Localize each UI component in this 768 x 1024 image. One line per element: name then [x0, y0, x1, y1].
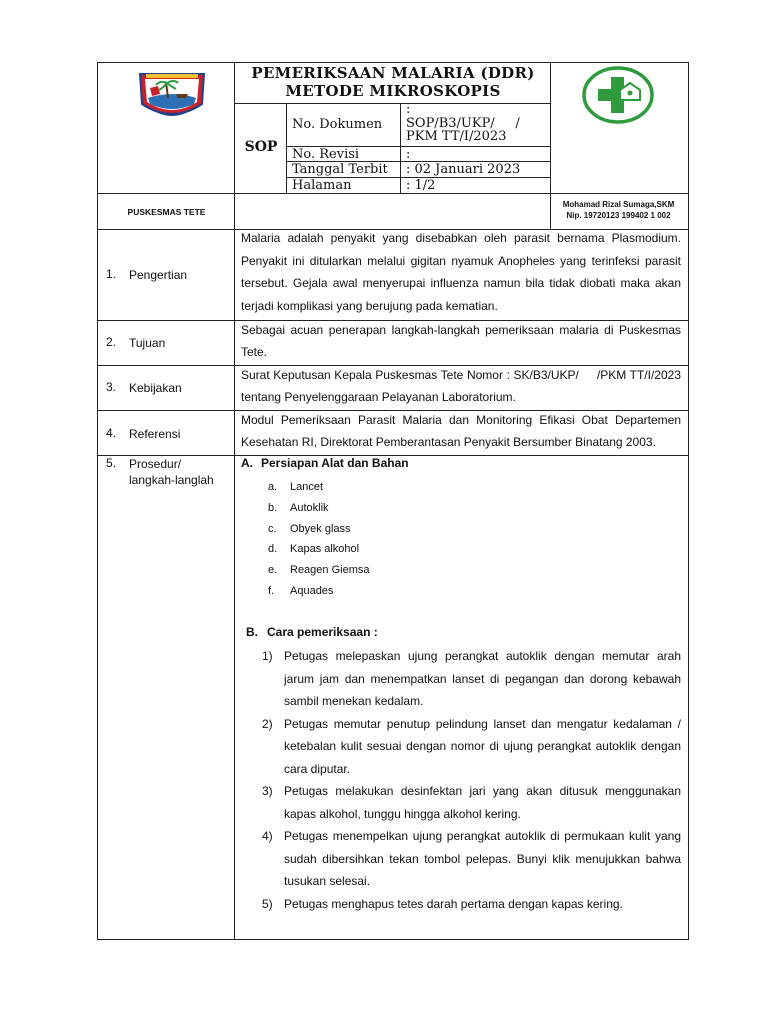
section-a-heading [241, 456, 409, 470]
document-title [236, 64, 550, 100]
list-item [268, 519, 370, 540]
list-item [268, 539, 370, 560]
list-text: Lancet [290, 481, 324, 493]
signer-name: Mohamad Rizal Sumaga,SKM [562, 200, 675, 209]
row-label-prosedur [129, 456, 214, 488]
field-label-halaman: Halaman [292, 178, 352, 193]
list-text: Obyek glass [290, 522, 351, 535]
row-number: 2. [106, 335, 117, 349]
step-number: 4) [262, 829, 273, 843]
list-letter: d. [268, 543, 278, 556]
list-letter: b. [268, 501, 278, 514]
list-text: Reagen Giemsa [290, 564, 370, 577]
step-item [262, 645, 681, 713]
step-text: Petugas melakukan desinfektan jari yang akan ditusuk menggunakan kapas alkohol, tunggu hingga alkohol kering. [284, 784, 681, 821]
field-value-halaman: : 1/2 [406, 178, 436, 193]
step-item [262, 825, 681, 893]
row-label-line: Prosedur/ [129, 457, 182, 471]
field-label-no-dokumen: No. Dokumen [292, 117, 383, 132]
step-text: Petugas melepaskan ujung perangkat autoklik dengan memutar arah jarum jam dan menempatkan lanset di pegangan dan dorong kebawah sambil menekan kedalam. [284, 649, 681, 708]
row-number: 4. [106, 426, 117, 440]
row-label-line: langkah-langlah [129, 473, 214, 487]
field-label-no-revisi: No. Revisi [292, 147, 360, 162]
list-item [268, 498, 370, 519]
row-number: 3. [106, 380, 117, 394]
cara-pemeriksaan-steps [262, 645, 681, 915]
referensi-text: Modul Pemeriksaan Parasit Malaria dan Monitoring Efikasi Obat Departemen Kesehatan RI, Direktorat Pemberantasan Penyakit Bersumber Binatang 2003. [241, 413, 681, 449]
step-number: 2) [262, 716, 273, 731]
alat-bahan-list [268, 477, 370, 602]
list-text: Kapas alkohol [290, 543, 360, 556]
row-number: 1. [106, 267, 117, 281]
field-value-line: PKM TT/I/2023 [406, 129, 507, 144]
field-value-no-dokumen [406, 103, 520, 144]
row-label-pengertian: Pengertian [129, 268, 188, 282]
sop-label: SOP [244, 139, 278, 155]
list-item [268, 477, 370, 498]
field-value-line: : [406, 102, 411, 117]
row-label-referensi: Referensi [129, 427, 181, 441]
row-label-tujuan: Tujuan [129, 336, 166, 350]
list-item [268, 560, 370, 581]
field-label-tanggal-terbit: Tanggal Terbit [292, 162, 388, 177]
step-number: 3) [262, 784, 273, 798]
row-label-kebijakan: Kebijakan [129, 381, 182, 395]
list-letter: a. [268, 481, 278, 493]
list-text: Autoklik [290, 501, 329, 514]
step-text: Petugas memutar penutup pelindung lanset dan mengatur kedalaman / ketebalan kulit sesuai dengan nomor di ujung perangkat autoklik dengan cara diputar. [284, 716, 681, 776]
kebijakan-text: Surat Keputusan Kepala Puskesmas Tete Nomor : SK/B3/UKP/ /PKM TT/I/2023 tentang Penyelenggaraan Pelayanan Laboratorium. [241, 368, 685, 404]
puskesmas-name: PUSKESMAS TETE [127, 207, 206, 217]
step-text: Petugas menghapus tetes darah pertama dengan kapas kering. [284, 896, 623, 911]
field-value-no-revisi: : [406, 147, 411, 162]
list-letter: e. [268, 564, 278, 577]
field-value-line: SOP/B3/UKP/ / [406, 115, 520, 131]
list-letter: c. [268, 522, 277, 535]
regional-seal-logo [136, 68, 208, 123]
puskesmas-logo [580, 66, 656, 124]
section-title: Persiapan Alat dan Bahan [261, 456, 409, 470]
step-text: Petugas menempelkan ujung perangkat autoklik di permukaan kulit yang sudah dibersihkan tekan tombol pelepas. Bunyi klik menujukkan bahwa tusukan selesai. [284, 829, 681, 888]
section-title: Cara pemeriksaan : [267, 625, 378, 639]
step-number: 1) [262, 649, 273, 663]
row-number: 5. [106, 456, 117, 470]
step-item [262, 713, 681, 781]
field-value-tanggal-terbit: : 02 Januari 2023 [406, 162, 521, 177]
step-item [262, 893, 681, 916]
signer-block [551, 199, 686, 221]
list-item [268, 581, 370, 602]
list-letter: f. [268, 584, 275, 597]
section-letter: B. [246, 625, 258, 639]
section-letter: A. [241, 456, 253, 470]
section-b-heading [246, 625, 378, 639]
list-text: Aquades [290, 584, 334, 597]
pengertian-text: Malaria adalah penyakit yang disebabkan oleh parasit bernama Plasmodium. Penyakit ini ditularkan melalui gigitan nyamuk Anopheles yang terinfeksi parasit tersebut. Gejala awal menyerupai influenza namun bila tidak diobati maka akan terjadi komplikasi yang berujung pada kematian. [241, 231, 681, 313]
step-number: 5) [262, 896, 273, 911]
title-line-2: METODE MIKROSKOPIS [285, 82, 501, 100]
tujuan-text: Sebagai acuan penerapan langkah-langkah pemeriksaan malaria di Puskesmas Tete. [241, 323, 681, 359]
step-item [262, 780, 681, 825]
signer-nip: Nip. 19720123 199402 1 002 [566, 211, 671, 220]
title-line-1: PEMERIKSAAN MALARIA (DDR) [251, 64, 535, 82]
